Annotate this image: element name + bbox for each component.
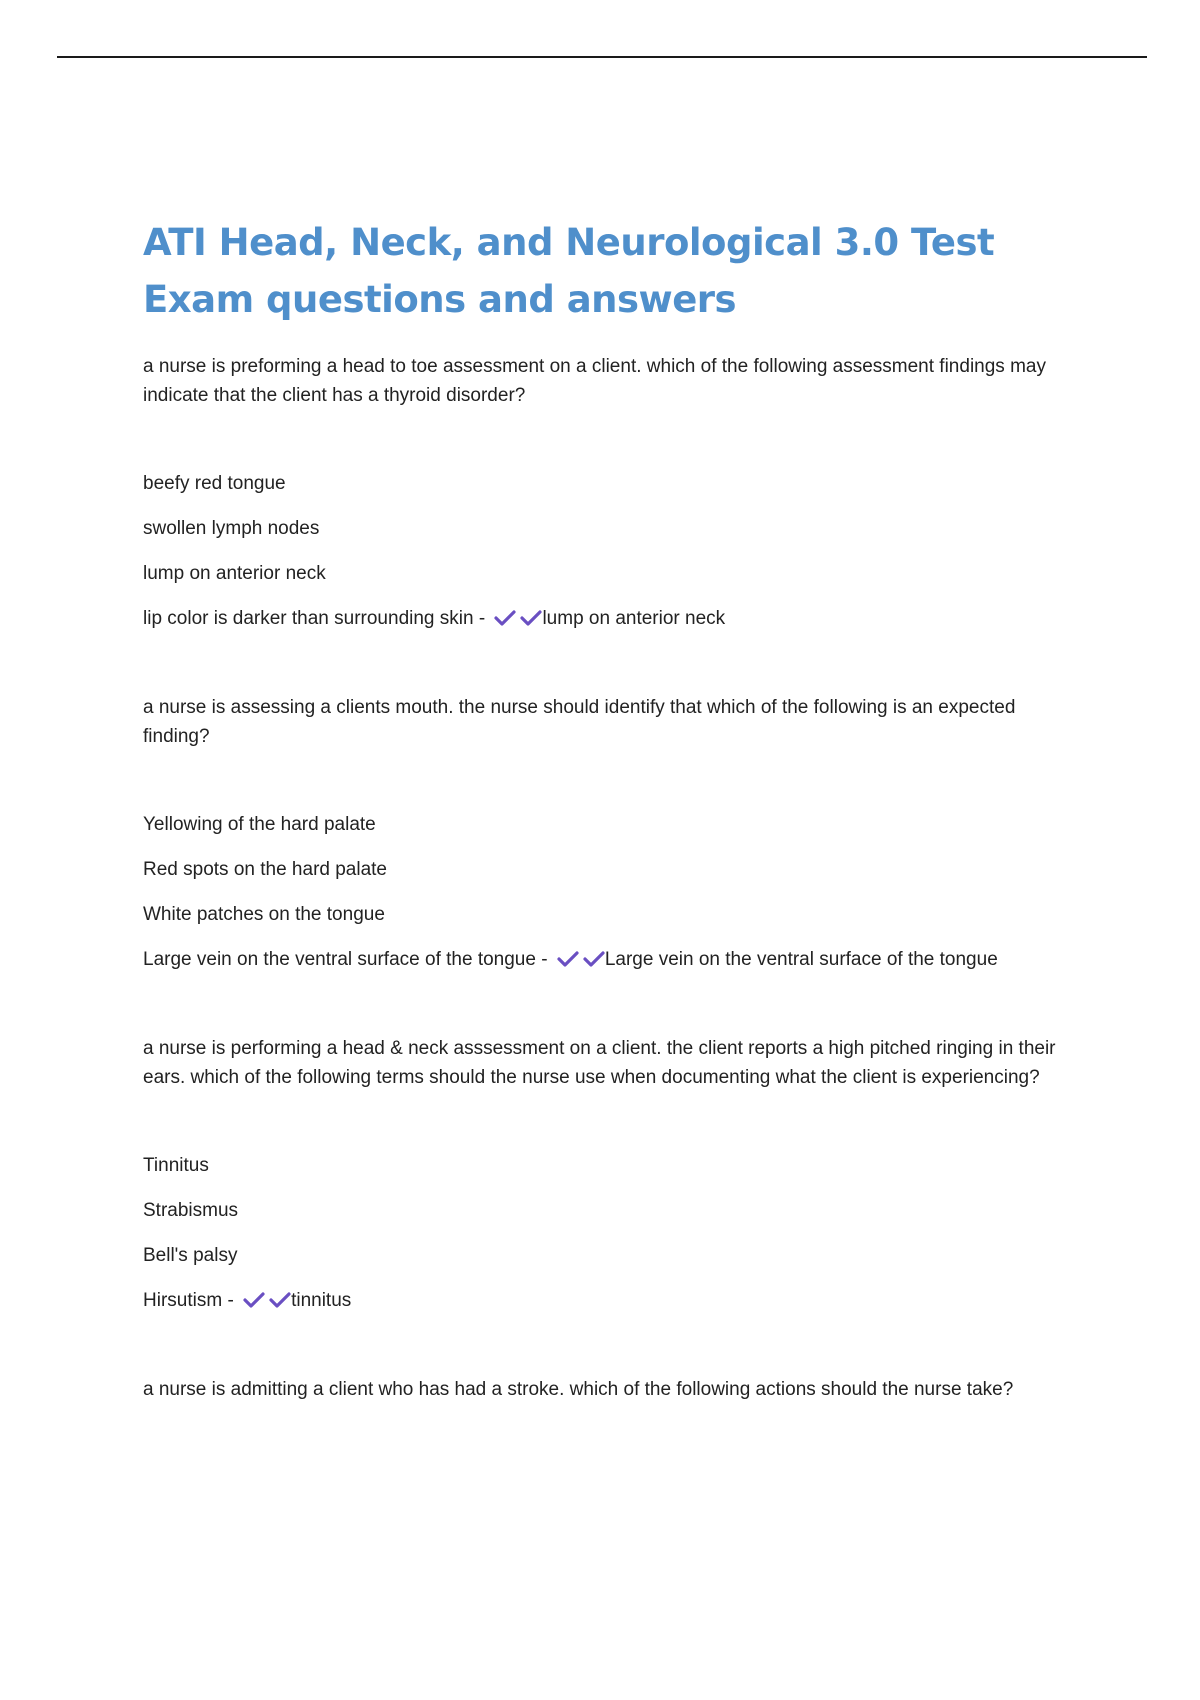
option-item: Large vein on the ventral surface of the tongue -	[143, 949, 548, 970]
answer-text: Large vein on the ventral surface of the tongue	[604, 949, 998, 970]
option-item: Yellowing of the hard palate	[143, 814, 376, 835]
answer-line	[143, 945, 1073, 974]
option-item: Tinnitus	[143, 1155, 209, 1176]
checkmark-icon	[243, 1291, 265, 1309]
question-block	[143, 1034, 1073, 1315]
option-item: lump on anterior neck	[143, 563, 326, 584]
question-text: a nurse is performing a head & neck asssessment on a client. the client reports a high pitched ringing in their ears. which of the following terms should the nurse use when documenting what the client is experiencing?	[143, 1038, 1056, 1088]
option-item: White patches on the tongue	[143, 904, 385, 925]
option-item: lip color is darker than surrounding skin -	[143, 608, 486, 629]
checkmark-icon	[494, 609, 516, 627]
option-item: Hirsutism -	[143, 1290, 234, 1311]
option-item: Red spots on the hard palate	[143, 859, 388, 880]
answer-text: lump on anterior neck	[542, 608, 726, 629]
document-title: ATI Head, Neck, and Neurological 3.0 Test Exam questions and answers	[143, 221, 995, 321]
question-block	[143, 352, 1073, 633]
question-block	[143, 1375, 1073, 1404]
answer-line	[143, 1286, 1073, 1315]
option-item: Bell's palsy	[143, 1245, 238, 1266]
document-body	[143, 214, 1073, 1404]
option-item: swollen lymph nodes	[143, 518, 320, 539]
checkmark-icon	[520, 609, 542, 627]
checkmark-icon	[583, 950, 605, 968]
option-item: Strabismus	[143, 1200, 239, 1221]
answer-line	[143, 604, 1073, 633]
option-item: beefy red tongue	[143, 473, 286, 494]
question-text: a nurse is admitting a client who has had a stroke. which of the following actions should the nurse take?	[143, 1379, 1014, 1400]
header-rule	[57, 56, 1147, 58]
question-text: a nurse is assessing a clients mouth. the nurse should identify that which of the following is an expected finding?	[143, 697, 1016, 747]
checkmark-icon	[269, 1291, 291, 1309]
checkmark-icon	[557, 950, 579, 968]
question-text: a nurse is preforming a head to toe assessment on a client. which of the following assessment findings may indicate that the client has a thyroid disorder?	[143, 356, 1046, 406]
question-block	[143, 693, 1073, 974]
answer-text: tinnitus	[291, 1290, 352, 1311]
